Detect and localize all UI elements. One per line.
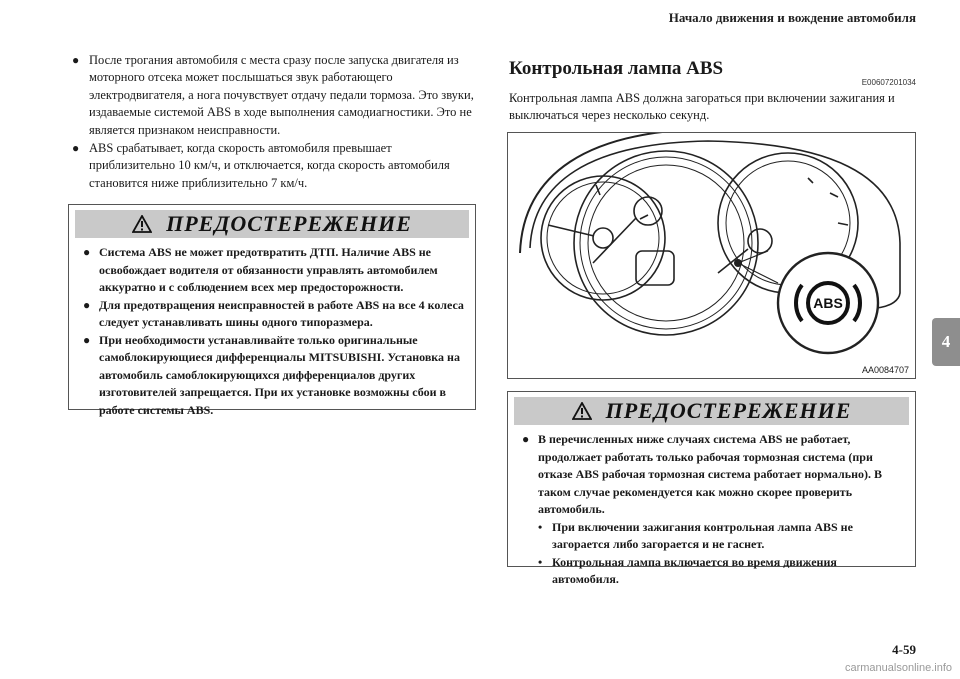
- list-item: [83, 332, 465, 420]
- warning-triangle-icon: [572, 402, 592, 420]
- warning-list: [508, 431, 915, 589]
- section-text: Контрольная лампа ABS должна загораться при включении зажигания и выключаться через несколько секунд.: [509, 91, 895, 122]
- left-column: [72, 52, 477, 193]
- list-item-text: После трогания автомобиля с места сразу после запуска двигателя из моторного отсека может послышаться звук работающего электродвигателя, а нога почувствует отдачу педали тормоза. Это звуки, издаваемые системой ABS в ходе выполнения самодиагностики. Это не является признаком неисправности.: [89, 53, 474, 137]
- page-header-title: Начало движения и вождение автомобиля: [668, 10, 916, 25]
- bullet-icon: ●: [83, 332, 91, 347]
- sub-list-item-text: При включении зажигания контрольная лампа ABS не загорается либо загорается и не гаснет.: [552, 519, 853, 551]
- figure-code: AA0084707: [861, 365, 909, 375]
- warning-box: [68, 204, 476, 417]
- small-bullet-icon: •: [538, 554, 543, 569]
- watermark: carmanualsonline.info: [844, 662, 952, 674]
- bullet-icon: ●: [83, 297, 91, 312]
- instrument-cluster-figure: [507, 132, 916, 379]
- warning-triangle-icon: [132, 215, 152, 233]
- warning-title: ПРЕДОСТЕРЕЖЕНИЕ: [605, 398, 852, 423]
- list-item: [83, 244, 465, 297]
- list-item: [83, 297, 465, 332]
- abs-lamp-label: ABS: [813, 295, 843, 311]
- page-number: 4-59: [892, 642, 916, 657]
- list-item-text: При необходимости устанавливайте только оригинальные самоблокирующиеся дифференциалы MITSUBISHI. Установка на автомобиль самоблокирующихся дифференциалов других изготовителей запрещается. При их установке возможны сбои в работе системы ABS.: [99, 332, 460, 417]
- list-item-text: В перечисленных ниже случаях система ABS не работает, продолжает работать только рабочая тормозная система (при отказе ABS рабочая тормозная система работает нормально). В таком случае рекомендуется как можно скорее проверить автомобиль.: [538, 432, 882, 516]
- bullet-icon: ●: [83, 245, 91, 259]
- warning-header: [514, 397, 909, 425]
- list-item: [72, 140, 477, 192]
- bullet-icon: ●: [522, 432, 530, 446]
- list-item: [522, 431, 905, 519]
- small-bullet-icon: •: [538, 519, 543, 534]
- warning-title: ПРЕДОСТЕРЕЖЕНИЕ: [166, 211, 412, 236]
- sub-list-item-text: Контрольная лампа включается во время движения автомобиля.: [552, 554, 837, 586]
- warning-box: [507, 391, 916, 586]
- indicator-dot: [734, 259, 742, 267]
- list-item-text: Для предотвращения неисправностей в работе ABS на все 4 колеса следует устанавливать шины одного типоразмера.: [99, 297, 464, 329]
- section-title: Контрольная лампа ABS: [509, 58, 724, 79]
- list-item: [72, 52, 477, 139]
- instrument-cluster-illustration: [508, 133, 916, 379]
- sub-list-item: [522, 554, 905, 589]
- warning-list: [69, 244, 475, 419]
- list-item-text: Система ABS не может предотвратить ДТП. Наличие ABS не освобождает водителя от обязанности управлять автомобилем аккуратно и с соблюдением всех мер предосторожности.: [99, 245, 438, 294]
- list-item-text: ABS срабатывает, когда скорость автомобиля превышает приблизительно 10 км/ч, и отключается, когда скорость автомобиля становится ниже приблизительно 7 км/ч.: [89, 141, 450, 190]
- sub-list-item: [522, 519, 905, 554]
- bullet-icon: ●: [72, 141, 80, 156]
- chapter-tab: 4: [932, 318, 960, 366]
- bullet-icon: ●: [72, 53, 80, 67]
- document-code: E00607201034: [861, 78, 916, 87]
- warning-header: [75, 210, 469, 238]
